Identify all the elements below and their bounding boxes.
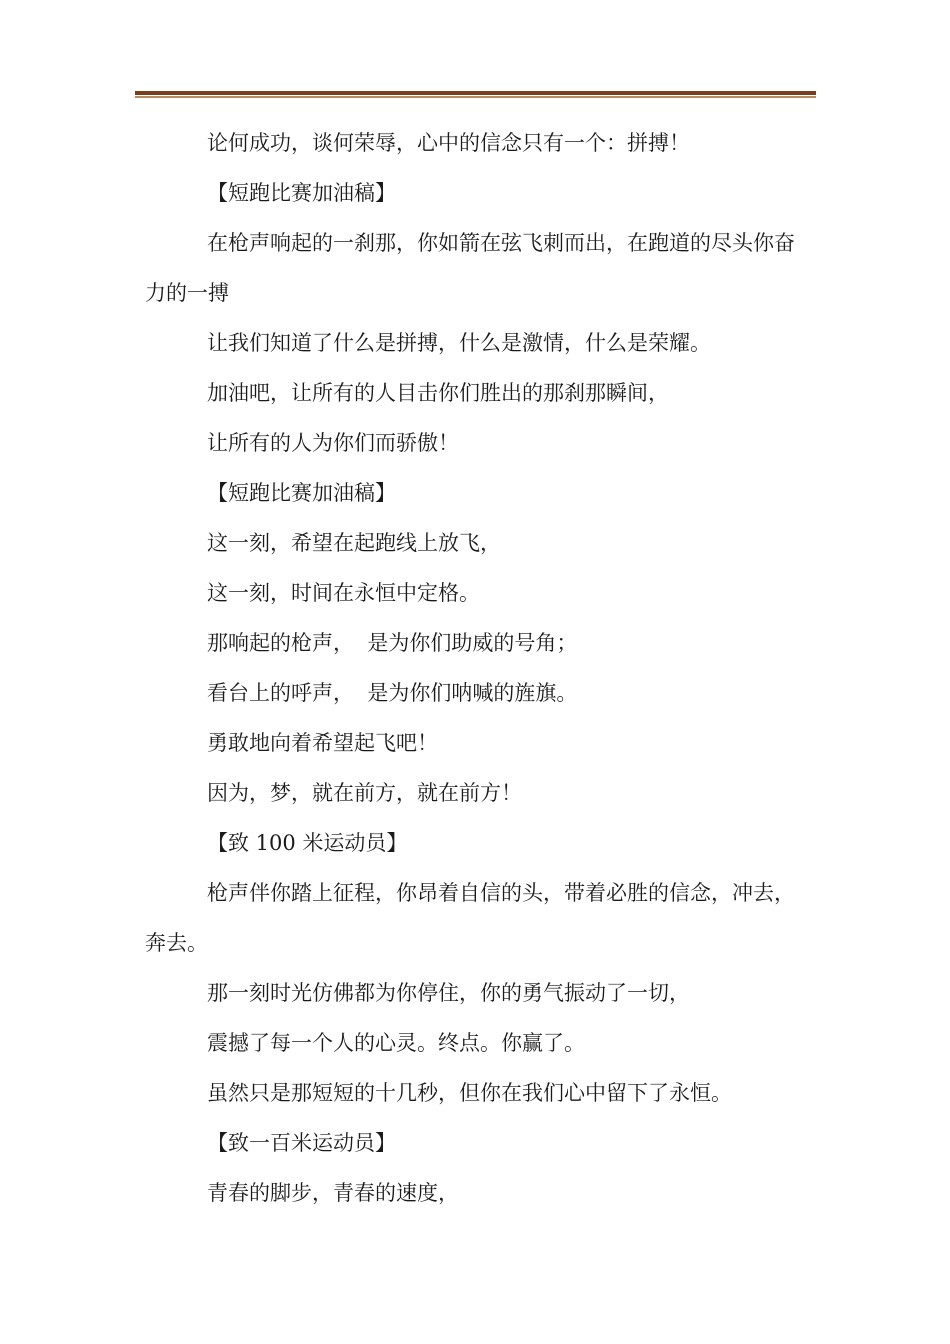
paragraph: 在枪声响起的一刹那，你如箭在弦飞刺而出，在跑道的尽头你奋力的一搏 [145,231,795,305]
paragraph: 加油吧，让所有的人目击你们胜出的那刹那瞬间， [207,381,669,405]
header-rule-thin [135,96,816,98]
paragraph: 虽然只是那短短的十几秒，但你在我们心中留下了永恒。 [207,1081,732,1105]
section-heading: 【致一百米运动员】 [207,1131,396,1155]
paragraph: 那一刻时光仿佛都为你停住，你的勇气振动了一切， [207,981,690,1005]
paragraph: 勇敢地向着希望起飞吧！ [207,731,438,755]
paragraph: 这一刻，时间在永恒中定格。 [207,581,480,605]
section-heading: 【短跑比赛加油稿】 [207,181,396,205]
paragraph: 这一刻，希望在起跑线上放飞， [207,531,501,555]
paragraph: 论何成功，谈何荣辱，心中的信念只有一个：拼搏！ [207,131,690,155]
header-rule [135,91,816,95]
paragraph: 让我们知道了什么是拼搏，什么是激情，什么是荣耀。 [207,331,711,355]
paragraph: 枪声伴你踏上征程，你昂着自信的头，带着必胜的信念，冲去，奔去。 [145,881,795,955]
document-body [145,118,815,1218]
paragraph: 因为，梦，就在前方，就在前方！ [207,781,522,805]
section-heading: 【短跑比赛加油稿】 [207,481,396,505]
paragraph: 看台上的呼声， 是为你们呐喊的旌旗。 [207,681,578,705]
paragraph: 那响起的枪声， 是为你们助威的号角； [207,631,578,655]
paragraph: 震撼了每一个人的心灵。终点。你赢了。 [207,1031,585,1055]
paragraph: 青春的脚步，青春的速度， [207,1181,459,1205]
paragraph: 让所有的人为你们而骄傲！ [207,431,459,455]
section-heading: 【致 100 米运动员】 [207,831,408,855]
